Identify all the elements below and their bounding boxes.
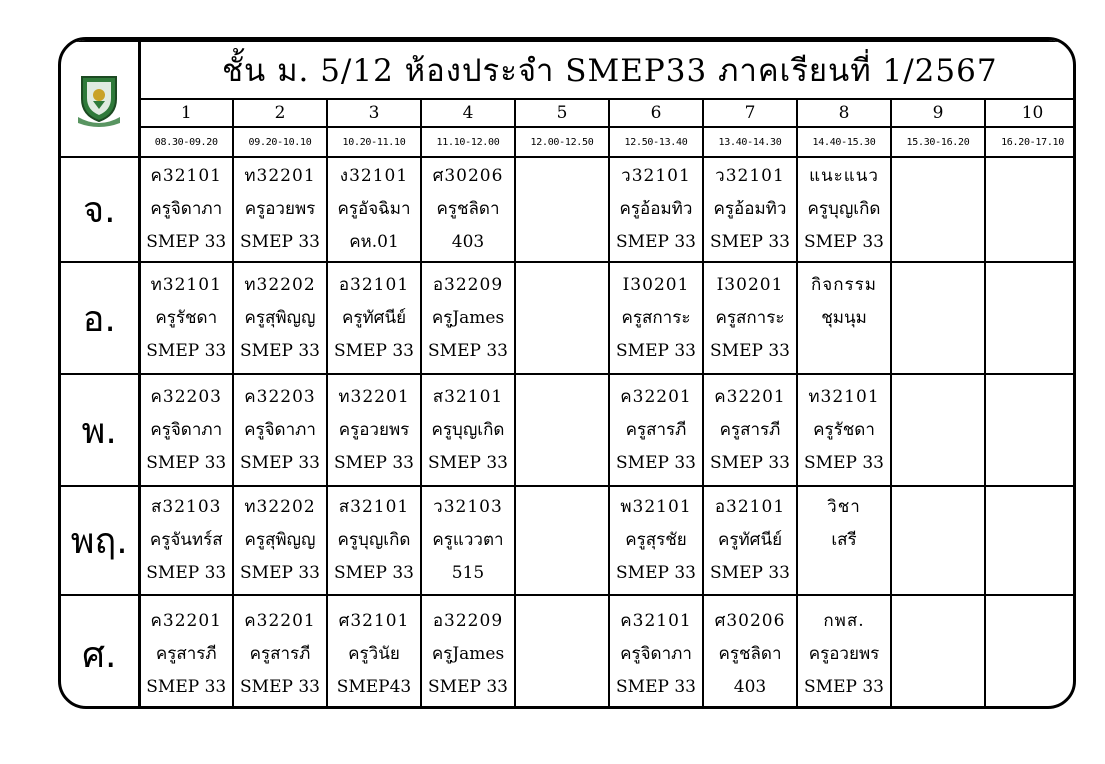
class-cell	[139, 262, 233, 374]
class-cell	[797, 262, 891, 374]
subject-code: ศ32101	[338, 611, 410, 631]
teacher-name: ครูสุรชัย	[625, 530, 687, 550]
room: SMEP 33	[334, 340, 414, 361]
day-label: พ.	[61, 374, 139, 486]
teacher-name: ครูจิดาภา	[150, 419, 223, 440]
room: SMEP 33	[710, 232, 790, 252]
class-cell	[233, 262, 327, 374]
room: 403	[733, 677, 767, 697]
subject-code: ท32201	[338, 386, 410, 407]
room	[986, 557, 1076, 590]
room: SMEP 33	[616, 563, 696, 583]
teacher-name: ครูทัศนีย์	[341, 307, 407, 328]
teacher-name: ครูJames	[431, 307, 505, 328]
teacher-name: ครูชลิดา	[718, 644, 782, 664]
teacher-name	[892, 193, 984, 226]
subject-code: ว32101	[621, 166, 691, 186]
day-row	[61, 595, 1076, 709]
teacher-name: ครูแววตา	[432, 530, 504, 550]
subject-code	[516, 605, 608, 638]
teacher-name: ครูรัชดา	[813, 419, 875, 440]
teacher-name: ครูอ้อมทิว	[713, 199, 787, 219]
school-crest-icon	[76, 71, 122, 127]
class-cell	[985, 374, 1076, 486]
class-cell	[421, 486, 515, 595]
subject-code: ส32101	[338, 497, 410, 517]
subject-code: ค32101	[620, 611, 692, 631]
room	[798, 557, 890, 590]
teacher-name	[516, 193, 608, 226]
teacher-name: เสรี	[831, 530, 857, 550]
teacher-name	[516, 638, 608, 671]
teacher-name: ครูสุพิญญ	[244, 530, 316, 550]
subject-code: ค32201	[620, 386, 692, 407]
subject-code	[986, 381, 1076, 414]
period-time: 15.30-16.20	[891, 127, 985, 157]
logo-cell	[61, 41, 139, 157]
class-cell	[515, 595, 609, 709]
room: 515	[451, 563, 485, 583]
period-number: 10	[985, 99, 1076, 127]
class-cell	[609, 157, 703, 262]
room: SMEP 33	[240, 232, 320, 252]
room	[986, 335, 1076, 368]
room	[892, 671, 984, 704]
period-time: 12.00-12.50	[515, 127, 609, 157]
room	[892, 226, 984, 259]
subject-code	[516, 491, 608, 524]
subject-code	[986, 160, 1076, 193]
room: SMEP 33	[146, 340, 227, 361]
period-time: 13.40-14.30	[703, 127, 797, 157]
subject-code: ส32103	[151, 497, 222, 517]
room: SMEP 33	[146, 232, 227, 252]
subject-code	[986, 491, 1076, 524]
subject-code: อ32101	[714, 497, 786, 517]
subject-code: กพส.	[823, 611, 865, 631]
subject-code: ค32203	[150, 386, 222, 407]
teacher-name: ครูอวยพร	[338, 419, 410, 440]
class-cell	[139, 595, 233, 709]
teacher-name	[986, 193, 1076, 226]
period-number: 8	[797, 99, 891, 127]
subject-code: ค32201	[150, 611, 222, 631]
teacher-name: ครูรัชดา	[155, 307, 218, 328]
class-cell	[233, 374, 327, 486]
class-cell	[703, 262, 797, 374]
teacher-name: ครูชลิดา	[436, 199, 500, 219]
class-cell	[139, 374, 233, 486]
room: SMEP 33	[616, 340, 696, 361]
teacher-name: ครูสการะ	[621, 307, 691, 328]
period-number-row	[61, 99, 1076, 127]
class-cell	[233, 157, 327, 262]
title-row	[61, 41, 1076, 99]
class-cell	[891, 374, 985, 486]
class-cell	[327, 595, 421, 709]
teacher-name: ครูJames	[431, 644, 505, 664]
page-title: ชั้น ม. 5/12 ห้องประจำ SMEP33 ภาคเรียนที่ 1/2567	[139, 41, 1076, 99]
timetable	[61, 40, 1076, 709]
teacher-name	[986, 638, 1076, 671]
teacher-name	[892, 302, 984, 335]
teacher-name: ครูสุพิญญ	[244, 307, 316, 328]
room: SMEP43	[336, 677, 412, 697]
subject-code: ว32103	[433, 497, 503, 517]
subject-code: ท32202	[244, 497, 316, 517]
period-time: 11.10-12.00	[421, 127, 515, 157]
class-cell	[421, 157, 515, 262]
period-time: 10.20-11.10	[327, 127, 421, 157]
subject-code: ท32202	[244, 274, 316, 295]
class-cell	[891, 157, 985, 262]
room: SMEP 33	[428, 677, 508, 697]
class-cell	[703, 595, 797, 709]
room: SMEP 33	[710, 563, 790, 583]
room	[798, 335, 890, 368]
class-cell	[421, 262, 515, 374]
room	[892, 447, 984, 480]
room: SMEP 33	[428, 340, 508, 361]
room	[516, 447, 608, 480]
subject-code	[516, 269, 608, 302]
room: SMEP 33	[710, 452, 790, 473]
class-cell	[421, 595, 515, 709]
room	[892, 335, 984, 368]
teacher-name: ครูสารภี	[155, 644, 217, 664]
class-cell	[985, 157, 1076, 262]
teacher-name: ครูจิดาภา	[244, 419, 316, 440]
teacher-name	[892, 524, 984, 557]
day-row	[61, 157, 1076, 262]
room: คห.01	[349, 232, 399, 252]
room: SMEP 33	[616, 677, 696, 697]
room: SMEP 33	[146, 452, 227, 473]
subject-code	[892, 269, 984, 302]
class-cell	[703, 157, 797, 262]
period-number: 9	[891, 99, 985, 127]
room: SMEP 33	[804, 452, 884, 473]
room	[516, 557, 608, 590]
subject-code: ท32201	[244, 166, 316, 186]
teacher-name	[986, 302, 1076, 335]
day-label: ศ.	[61, 595, 139, 709]
class-cell	[797, 374, 891, 486]
room: SMEP 33	[804, 677, 884, 697]
room: SMEP 33	[334, 452, 414, 473]
teacher-name: ชุมนุม	[821, 307, 867, 328]
period-number: 4	[421, 99, 515, 127]
period-number: 1	[139, 99, 233, 127]
teacher-name: ครูบุญเกิด	[337, 530, 411, 550]
class-cell	[609, 486, 703, 595]
subject-code	[892, 491, 984, 524]
subject-code	[892, 605, 984, 638]
room	[516, 335, 608, 368]
class-cell	[985, 262, 1076, 374]
room: SMEP 33	[240, 340, 320, 361]
class-cell	[139, 486, 233, 595]
room	[986, 671, 1076, 704]
class-cell	[609, 374, 703, 486]
subject-code: ศ30206	[432, 166, 504, 186]
room: SMEP 33	[240, 452, 320, 473]
class-cell	[985, 595, 1076, 709]
teacher-name	[516, 524, 608, 557]
period-number: 5	[515, 99, 609, 127]
class-cell	[515, 262, 609, 374]
class-cell	[515, 486, 609, 595]
teacher-name: ครูจิดาภา	[150, 199, 223, 219]
subject-code: ค32203	[244, 386, 316, 407]
room: SMEP 33	[428, 452, 508, 473]
room	[892, 557, 984, 590]
class-cell	[985, 486, 1076, 595]
room	[516, 226, 608, 259]
subject-code	[892, 160, 984, 193]
teacher-name: ครูอวยพร	[244, 199, 316, 219]
room: SMEP 33	[146, 677, 227, 697]
subject-code	[986, 605, 1076, 638]
period-time: 16.20-17.10	[985, 127, 1076, 157]
subject-code: อ32209	[432, 611, 504, 631]
class-cell	[327, 262, 421, 374]
subject-code: กิจกรรม	[810, 274, 877, 295]
subject-code	[516, 381, 608, 414]
period-time: 12.50-13.40	[609, 127, 703, 157]
subject-code	[986, 269, 1076, 302]
period-time: 08.30-09.20	[139, 127, 233, 157]
subject-code: พ32101	[620, 497, 692, 517]
day-row	[61, 486, 1076, 595]
period-number: 7	[703, 99, 797, 127]
timetable-frame	[58, 37, 1076, 709]
room: 403	[451, 232, 485, 252]
subject-code: ท32101	[150, 274, 222, 295]
teacher-name: ครูอวยพร	[808, 644, 880, 664]
room	[986, 447, 1076, 480]
teacher-name: ครูทัศนีย์	[717, 530, 783, 550]
room: SMEP 33	[146, 563, 227, 583]
room: SMEP 33	[334, 563, 414, 583]
day-row	[61, 262, 1076, 374]
period-number: 3	[327, 99, 421, 127]
class-cell	[797, 595, 891, 709]
room	[516, 671, 608, 704]
teacher-name: ครูจันทร์ส	[149, 530, 223, 550]
class-cell	[421, 374, 515, 486]
subject-code: ค32101	[150, 166, 222, 186]
period-number: 6	[609, 99, 703, 127]
subject-code: ค32201	[714, 386, 786, 407]
teacher-name	[516, 302, 608, 335]
class-cell	[797, 157, 891, 262]
teacher-name	[986, 524, 1076, 557]
subject-code: ศ30206	[714, 611, 786, 631]
teacher-name: ครูสารภี	[719, 419, 781, 440]
subject-code: แนะแนว	[809, 166, 879, 186]
period-time: 14.40-15.30	[797, 127, 891, 157]
class-cell	[515, 374, 609, 486]
class-cell	[891, 262, 985, 374]
period-time-row	[61, 127, 1076, 157]
teacher-name	[892, 638, 984, 671]
teacher-name	[986, 414, 1076, 447]
class-cell	[233, 486, 327, 595]
class-cell	[797, 486, 891, 595]
teacher-name: ครูอ้อมทิว	[619, 199, 693, 219]
class-cell	[891, 486, 985, 595]
room: SMEP 33	[240, 677, 320, 697]
teacher-name: ครูสารภี	[249, 644, 311, 664]
class-cell	[703, 486, 797, 595]
class-cell	[609, 262, 703, 374]
day-label: พฤ.	[61, 486, 139, 595]
class-cell	[515, 157, 609, 262]
room: SMEP 33	[240, 563, 320, 583]
subject-code: ส32101	[432, 386, 504, 407]
subject-code: ว32101	[715, 166, 785, 186]
teacher-name: ครูบุญเกิด	[807, 199, 881, 219]
period-number: 2	[233, 99, 327, 127]
period-time: 09.20-10.10	[233, 127, 327, 157]
teacher-name: ครูจิดาภา	[620, 644, 692, 664]
day-label: อ.	[61, 262, 139, 374]
class-cell	[891, 595, 985, 709]
class-cell	[703, 374, 797, 486]
subject-code: ท32101	[808, 386, 880, 407]
subject-code: ค32201	[244, 611, 316, 631]
day-row	[61, 374, 1076, 486]
teacher-name: ครูวินัย	[348, 644, 400, 664]
subject-code: I30201	[622, 274, 690, 295]
subject-code	[892, 381, 984, 414]
teacher-name: ครูอัจฉิมา	[337, 199, 411, 219]
class-cell	[327, 157, 421, 262]
subject-code: อ32209	[432, 274, 504, 295]
teacher-name	[892, 414, 984, 447]
subject-code: วิชา	[827, 497, 861, 517]
room: SMEP 33	[804, 232, 884, 252]
day-label: จ.	[61, 157, 139, 262]
teacher-name: ครูสารภี	[625, 419, 687, 440]
subject-code	[516, 160, 608, 193]
teacher-name: ครูสการะ	[715, 307, 785, 328]
room: SMEP 33	[616, 232, 696, 252]
subject-code: I30201	[716, 274, 784, 295]
class-cell	[327, 374, 421, 486]
teacher-name: ครูบุญเกิด	[431, 419, 505, 440]
class-cell	[139, 157, 233, 262]
class-cell	[233, 595, 327, 709]
teacher-name	[516, 414, 608, 447]
class-cell	[327, 486, 421, 595]
subject-code: อ32101	[338, 274, 410, 295]
subject-code: ง32101	[339, 166, 409, 186]
class-cell	[609, 595, 703, 709]
room: SMEP 33	[710, 340, 790, 361]
room	[986, 226, 1076, 259]
room: SMEP 33	[616, 452, 696, 473]
